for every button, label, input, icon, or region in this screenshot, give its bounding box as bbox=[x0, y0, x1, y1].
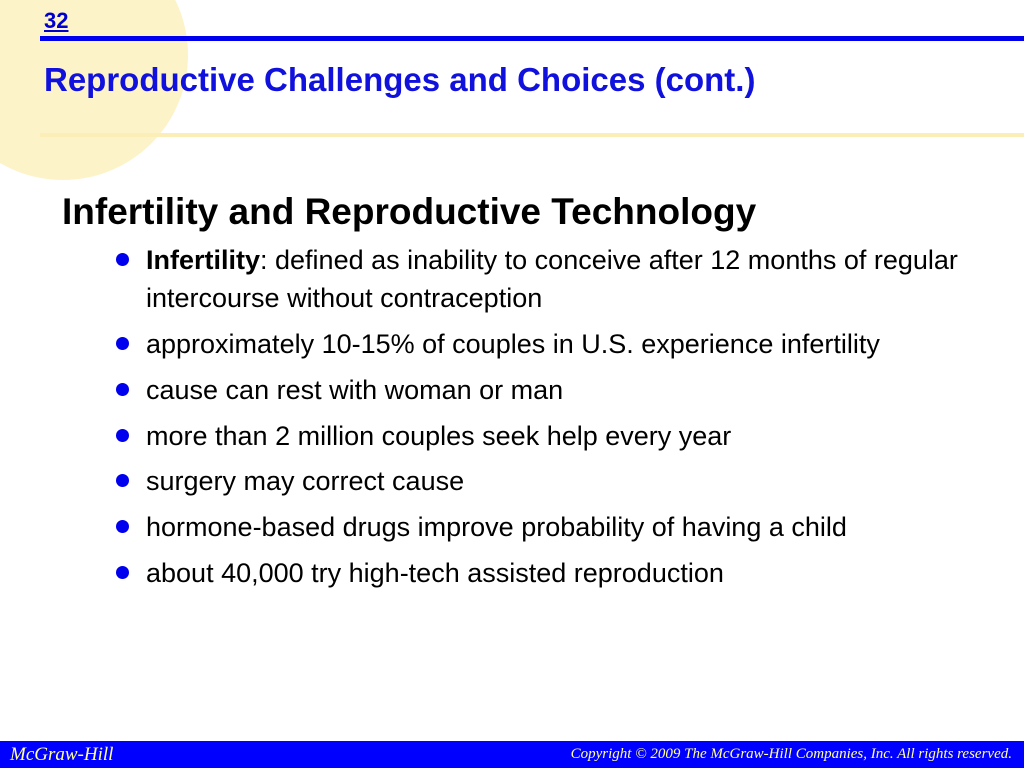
bullet-item bbox=[116, 509, 982, 547]
bullet-icon bbox=[116, 429, 129, 442]
slide-content bbox=[62, 190, 982, 601]
bullet-icon bbox=[116, 520, 129, 533]
bullet-item bbox=[116, 242, 982, 318]
slide-number: 32 bbox=[44, 8, 69, 33]
bullet-term: Infertility bbox=[146, 245, 261, 276]
bullet-text: : defined as inability to conceive after 12 months of regular intercourse without contraception bbox=[146, 245, 958, 314]
bullet-item bbox=[116, 418, 982, 456]
bullet-text: about 40,000 try high-tech assisted reproduction bbox=[146, 557, 724, 588]
bullet-icon bbox=[116, 383, 129, 396]
bullet-icon bbox=[116, 253, 129, 266]
bullet-list bbox=[62, 242, 982, 592]
bullet-item bbox=[116, 463, 982, 501]
publisher-name: McGraw-Hill bbox=[10, 744, 114, 765]
footer-bar bbox=[0, 741, 1024, 768]
section-heading: Infertility and Reproductive Technology bbox=[62, 191, 757, 232]
slide-title: Reproductive Challenges and Choices (cont.) bbox=[44, 61, 756, 98]
copyright-notice: Copyright © 2009 The McGraw-Hill Companies, Inc. All rights reserved. bbox=[570, 746, 1012, 762]
title-divider bbox=[40, 133, 1024, 137]
bullet-item bbox=[116, 326, 982, 364]
bullet-icon bbox=[116, 566, 129, 579]
bullet-icon bbox=[116, 337, 129, 350]
bullet-text: approximately 10-15% of couples in U.S. experience infertility bbox=[146, 328, 880, 359]
bullet-item bbox=[116, 555, 982, 593]
bullet-item bbox=[116, 372, 982, 410]
bullet-text: surgery may correct cause bbox=[146, 466, 465, 497]
bullet-icon bbox=[116, 474, 129, 487]
top-divider bbox=[40, 36, 1024, 41]
bullet-text: cause can rest with woman or man bbox=[146, 374, 564, 405]
bullet-text: hormone-based drugs improve probability of having a child bbox=[146, 512, 847, 543]
bullet-text: more than 2 million couples seek help every year bbox=[146, 420, 732, 451]
